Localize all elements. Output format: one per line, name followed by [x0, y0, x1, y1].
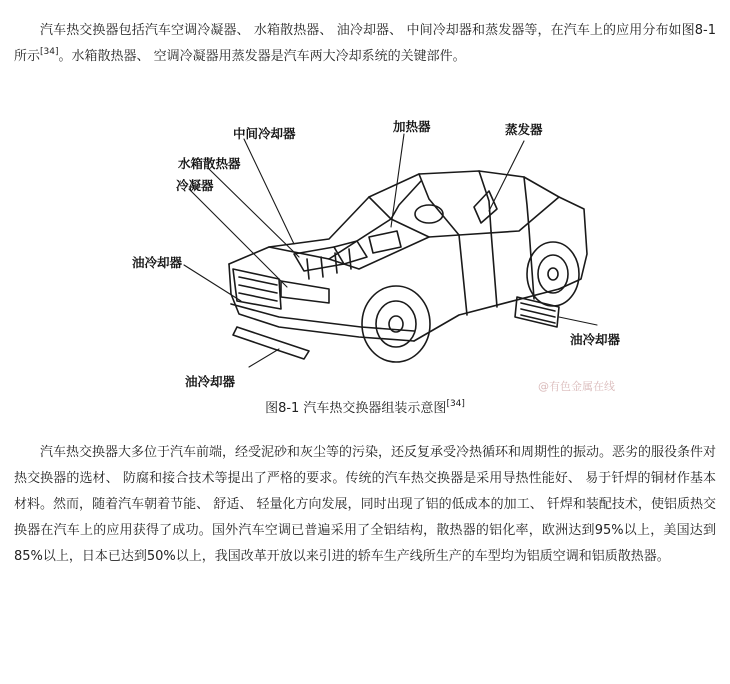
intro-text-b: 。水箱散热器、 空调冷凝器用蒸发器是汽车两大冷却系统的关键部件。	[58, 49, 466, 64]
intro-text-a: 汽车热交换器包括汽车空调冷凝器、 水箱散热器、 油冷却器、 中间冷却器和蒸发器等，在汽车上的应用分布如图8-1所示	[14, 23, 716, 64]
car-heat-exchanger-figure	[129, 119, 632, 396]
label-radiator: 水箱散热器	[178, 156, 241, 171]
label-oil-cooler-bottom: 油冷却器	[185, 374, 236, 389]
body-paragraph: 汽车热交换器大多位于汽车前端，经受泥砂和灰尘等的污染，还反复承受冷热循环和周期性的振动。恶劣的服役条件对热交换器的选材、 防腐和接合技术等提出了严格的要求。传统的汽车热交换器是采用导热性能好、 易于钎焊的铜材作基本材料。然而，随着汽车朝着节能、 舒适、 轻量化方向发展，同时出现了铝的低成本的加工、 钎焊和装配技术，使铝质热交换器在汽车上的应用获得了成功。国外汽车空调已普遍采用了全铝结构，散热器的铝化率，欧洲达到95%以上，美国达到85%以上，日本已达到50%以上，我国改革开放以来引进的轿车生产线所生产的车型均为铝质空调和铝质散热器。	[14, 445, 717, 564]
citation-ref[interactable]: [34]	[40, 47, 59, 57]
label-oil-cooler-left: 油冷却器	[132, 255, 183, 270]
intro-paragraph	[14, 18, 716, 70]
label-oil-cooler-right: 油冷却器	[570, 332, 621, 347]
label-heater: 加热器	[393, 119, 431, 134]
watermark: @有色金属在线	[538, 380, 615, 393]
label-condenser: 冷凝器	[176, 178, 214, 193]
caption-text: 图8-1 汽车热交换器组装示意图	[265, 401, 447, 416]
label-intercooler: 中间冷却器	[233, 126, 296, 141]
label-evaporator: 蒸发器	[505, 122, 543, 137]
caption-citation-ref[interactable]: [34]	[446, 399, 465, 409]
figure-caption	[0, 400, 730, 418]
